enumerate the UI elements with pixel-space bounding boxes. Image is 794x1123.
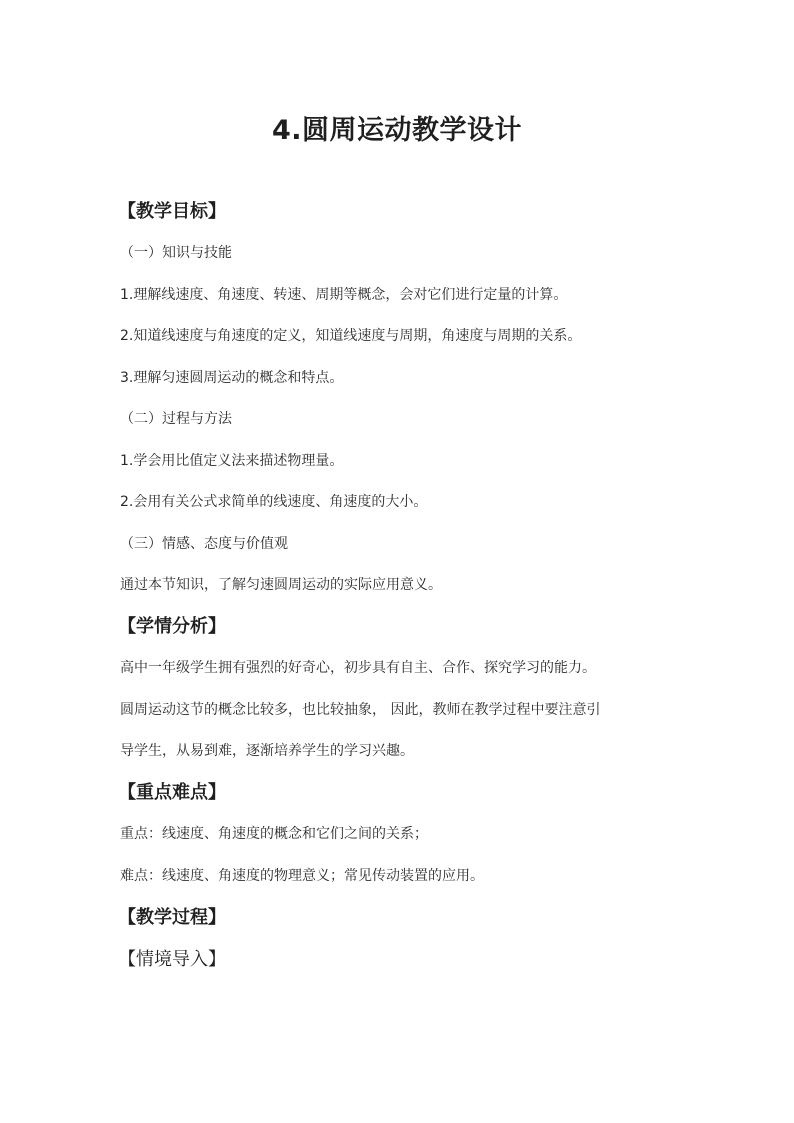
objectives-part3-label: （三）情感、态度与价值观 <box>120 536 288 552</box>
analysis-line-2: 圆周运动这节的概念比较多，也比较抽象， 因此，教师在教学过程中要注意引 <box>120 702 601 718</box>
objectives-part1-item-2: 2.知道线速度与角速度的定义，知道线速度与周期，角速度与周期的关系。 <box>120 328 582 344</box>
analysis-line-3: 导学生，从易到难，逐渐培养学生的学习兴趣。 <box>120 743 414 759</box>
section-heading-objectives: 【教学目标】 <box>118 201 226 222</box>
objectives-part1-item-3: 3.理解匀速圆周运动的概念和特点。 <box>120 370 344 386</box>
objectives-part1-label: （一）知识与技能 <box>120 245 232 261</box>
analysis-line-1: 高中一年级学生拥有强烈的好奇心，初步具有自主、合作、探究学习的能力。 <box>120 660 596 676</box>
section-heading-key-points: 【重点难点】 <box>118 782 226 803</box>
key-points-focus: 重点：线速度、角速度的概念和它们之间的关系； <box>120 826 428 842</box>
key-points-difficulty: 难点：线速度、角速度的物理意义；常见传动装置的应用。 <box>120 868 484 884</box>
objectives-part2-label: （二）过程与方法 <box>120 411 232 427</box>
section-heading-process: 【教学过程】 <box>118 907 226 928</box>
process-sub-heading: 【情境导入】 <box>118 949 226 970</box>
page-title: 4.圆周运动教学设计 <box>271 115 523 146</box>
objectives-part1-item-1: 1.理解线速度、角速度、转速、周期等概念，会对它们进行定量的计算。 <box>120 287 568 303</box>
objectives-part2-item-2: 2.会用有关公式求简单的线速度、角速度的大小。 <box>120 494 428 510</box>
objectives-part3-text: 通过本节知识，了解匀速圆周运动的实际应用意义。 <box>120 577 442 593</box>
section-heading-analysis: 【学情分析】 <box>118 616 226 637</box>
objectives-part2-item-1: 1.学会用比值定义法来描述物理量。 <box>120 453 344 469</box>
